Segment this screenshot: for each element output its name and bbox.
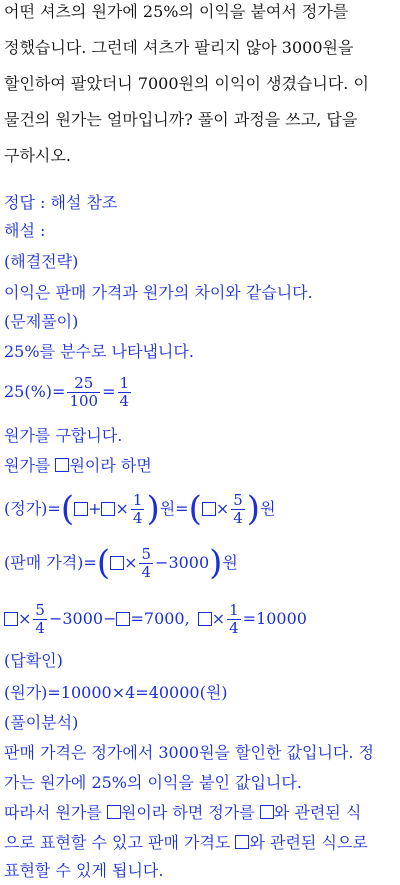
times-sign: × [18,609,32,628]
close-paren: ) [146,489,160,529]
eq2-end: 원 [260,499,276,518]
analysis-line3-mid: 원이라 하면 정가를 [120,803,260,822]
eq4-part1: −3000− [48,609,117,628]
blank-box-icon [110,556,124,570]
equation-list-price [4,487,276,531]
fraction-25-100 [67,375,100,410]
fraction-numerator: 5 [35,600,45,619]
eq3-lhs: (판매 가격)= [4,553,97,572]
open-paren: ( [188,489,202,529]
blank-box-icon [198,612,212,626]
open-paren: ( [60,489,75,529]
let-text-pre: 원가를 [4,456,56,475]
blank-box-icon [55,458,69,472]
equation-sale-price [4,541,238,585]
blank-box-icon [235,835,249,849]
fraction-numerator: 5 [141,544,152,563]
convert-text: 25%를 분수로 나타냅니다. [4,342,194,361]
blank-box-icon [101,502,115,516]
fraction-denominator: 4 [141,562,152,581]
fraction-numerator: 1 [119,373,130,392]
eq4-part2: =7000, [130,609,190,628]
blank-box-icon [116,612,130,626]
analysis-line-5: 표현할 수 있게 됩니다. [4,861,164,880]
problem-line-2: 정했습니다. 그런데 셔츠가 팔리지 않아 3000원을 [4,38,354,57]
equals-sign: = [102,382,116,401]
analysis-line-3 [4,803,361,823]
minus-3000: −3000 [155,553,210,572]
equation-profit [4,597,307,641]
fraction-1-4 [118,375,132,410]
answer-label: 정답 : 해설 참조 [4,193,118,212]
solve-heading: (문제풀이) [4,312,79,331]
analysis-line3-pre: 따라서 원가를 [4,803,107,822]
let-text-post: 원이라 하면 [69,456,152,475]
fraction-denominator: 4 [35,618,45,637]
analysis-line-1: 판매 가격은 정가에서 3000원을 할인한 값입니다. 정 [4,743,374,762]
fraction-5-4 [231,492,245,527]
fraction-denominator: 4 [233,508,243,527]
fraction-denominator: 4 [132,508,143,527]
problem-line-5: 구하시오. [4,146,71,165]
equation-percent-to-fraction [4,372,133,412]
blank-box-icon [4,612,18,626]
let-cost-text [4,456,152,476]
fraction-1-4 [227,602,241,637]
times-sign: × [124,553,138,572]
analysis-line3-post: 와 관련된 식 [273,803,362,822]
fraction-1-4 [131,492,145,527]
analysis-line4-post: 와 관련된 식으로 [249,833,368,852]
fraction-numerator: 25 [67,375,100,393]
eq1-lhs: 25(%)= [4,382,66,401]
problem-line-3: 할인하여 팔았더니 7000원의 이익이 생겼습니다. 이 [4,74,369,93]
fraction-5-4 [33,602,47,637]
analysis-line-4 [4,833,368,853]
times-sign: × [115,499,129,518]
strategy-heading: (해결전략) [4,252,79,271]
close-paren: ) [209,543,223,583]
eq3-end: 원 [222,553,238,572]
eq2-mid: 원= [159,499,189,518]
analysis-line4-pre: 으로 표현할 수 있고 판매 가격도 [4,833,236,852]
eq2-lhs: (정가)= [4,499,61,518]
open-paren: ( [96,543,111,583]
blank-box-icon [260,805,274,819]
times-sign: × [215,499,230,518]
fraction-denominator: 100 [69,391,99,410]
fraction-numerator: 5 [233,490,243,509]
analysis-line-2: 가는 원가에 25%의 이익을 붙인 값입니다. [4,773,302,792]
fraction-numerator: 1 [132,490,143,509]
find-cost-text: 원가를 구합니다. [4,426,123,445]
blank-box-icon [74,502,88,516]
problem-line-4: 물건의 원가는 얼마입니까? 풀이 과정을 쓰고, 답을 [4,110,358,129]
blank-box-icon [107,805,121,819]
check-text: (원가)=10000×4=40000(원) [4,683,228,702]
explanation-label: 해설 : [4,221,46,240]
close-paren: ) [246,489,261,529]
blank-box-icon [202,502,216,516]
plus-sign: + [88,499,102,518]
fraction-numerator: 1 [229,600,239,619]
analysis-heading: (풀이분석) [4,713,79,732]
fraction-denominator: 4 [119,391,130,410]
fraction-denominator: 4 [229,618,239,637]
times-sign: × [211,609,226,628]
problem-line-1: 어떤 셔츠의 원가에 25%의 이익을 붙여서 정가를 [4,2,349,21]
check-heading: (답확인) [4,651,63,670]
eq4-result: =10000 [242,609,307,628]
strategy-text: 이익은 판매 가격과 원가의 차이와 같습니다. [4,283,313,302]
fraction-5-4 [139,546,153,581]
